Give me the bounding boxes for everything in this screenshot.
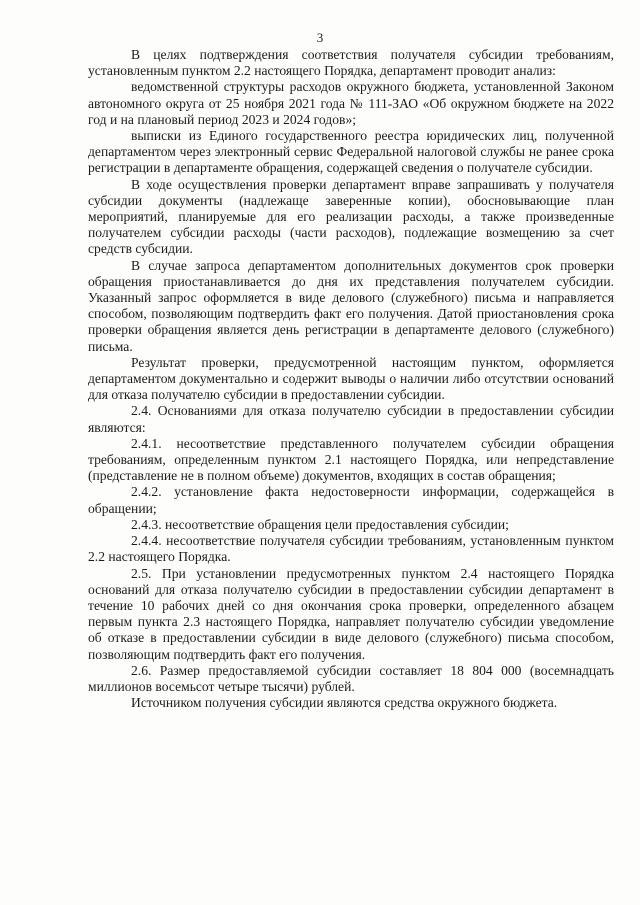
paragraph-check-result: Результат проверки, предусмотренной настоящим пунктом, оформляется департаментом документально и содержит выводы о наличии либо отсутствии оснований для отказа получателю субсидии в предоставлении субсидии. [88,354,614,403]
document-body [88,47,614,711]
paragraph-registry-extract: выписки из Единого государственного реестра юридических лиц, полученной департаментом через электронный сервис Федеральной налоговой службы не ранее срока регистрации в департаменте обращения, содержащей сведения о получателе субсидии. [88,128,614,176]
paragraph-document-request: В ходе осуществления проверки департамент вправе запрашивать у получателя субсидии документы (надлежаще заверенные копии), обосновывающие план мероприятий, планируемые для его реализации расходы, а также произведенные получателем субсидии расходы (части расходов), подлежащие возмещению за счет средств субсидии. [88,176,614,257]
paragraph-2-4-4: 2.4.4. несоответствие получателя субсидии требованиям, установленным пунктом 2.2 настоящего Порядка. [88,533,614,565]
paragraph-2-6: 2.6. Размер предоставляемой субсидии составляет 18 804 000 (восемнадцать миллионов восемьсот четыре тысячи) рублей. [88,662,614,694]
paragraph-budget-structure: ведомственной структуры расходов окружного бюджета, установленной Законом автономного округа от 25 ноября 2021 года № 111-ЗАО «Об окружном бюджете на 2022 год и на плановый период 2023 и 2024 годов»; [88,79,614,127]
paragraph-2-4-3: 2.4.3. несоответствие обращения цели предоставления субсидии; [131,516,509,532]
paragraph-analysis-intro: В целях подтверждения соответствия получателя субсидии требованиям, установленным пунктом 2.2 настоящего Порядка, департамент проводит анализ: [88,47,614,79]
paragraph-2-4-2: 2.4.2. установление факта недостоверности информации, содержащейся в обращении; [88,484,614,516]
paragraph-check-suspension: В случае запроса департаментом дополнительных документов срок проверки обращения приостанавливается до дня их представления получателем субсидии. Указанный запрос оформляется в виде делового (служебного) письма и направляется способом, позволяющим подтвердить факт его получения. Датой приостановления срока проверки обращения является день регистрации в департаменте делового (служебного) письма. [88,257,614,354]
paragraph-funding-source: Источником получения субсидии являются средства окружного бюджета. [131,695,558,711]
paragraph-2-5: 2.5. При установлении предусмотренных пунктом 2.4 настоящего Порядка оснований для отказа получателю субсидии в предоставлении субсидии департамент в течение 10 рабочих дней со дня окончания срока проверки, определенного абзацем первым пункта 2.3 настоящего Порядка, направляет получателю субсидии уведомление об отказе в предоставлении субсидии в виде делового (служебного) письма способом, позволяющим подтвердить факт его получения. [88,565,614,662]
paragraph-2-4: 2.4. Основаниями для отказа получателю субсидии в предоставлении субсидии являются: [88,403,614,435]
page-number: 3 [316,30,324,45]
paragraph-2-4-1: 2.4.1. несоответствие представленного получателем субсидии обращения требованиям, определенным пунктом 2.1 настоящего Порядка, или непредставление (представление не в полном объеме) документов, входящих в состав обращения; [88,435,614,484]
